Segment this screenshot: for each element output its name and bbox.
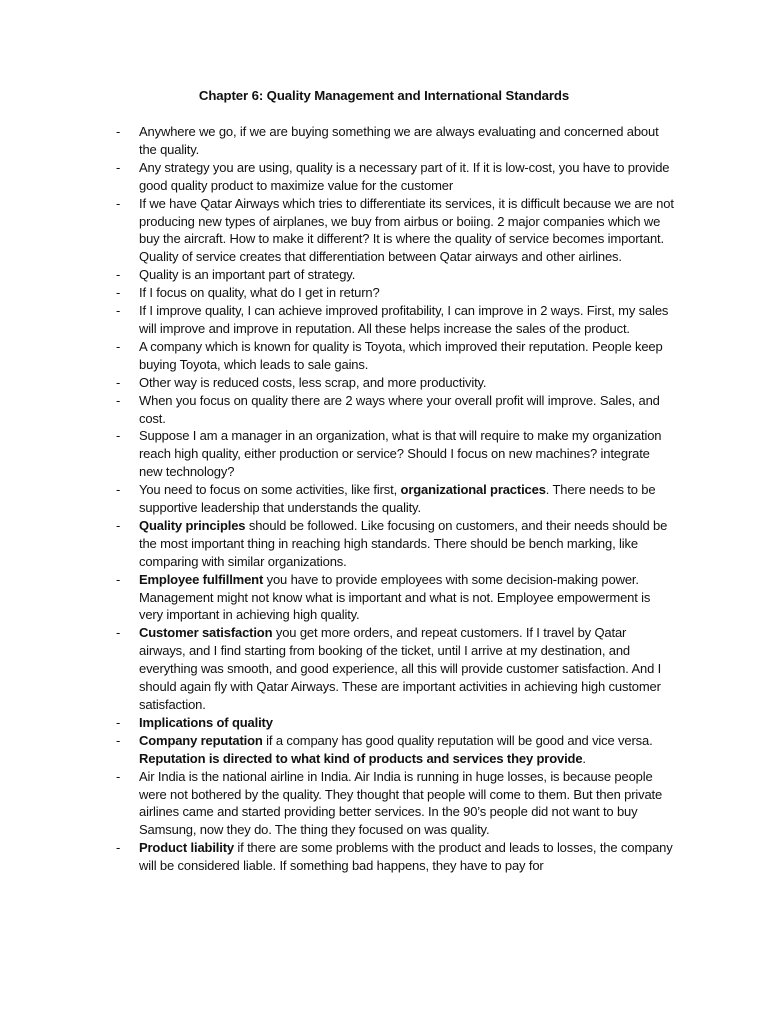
- bullet-dash: -: [116, 482, 121, 498]
- bullet-dash: -: [116, 732, 121, 748]
- bullet-text: If I focus on quality, what do I get in return?: [139, 285, 380, 301]
- bullet-text: Any strategy you are using, quality is a necessary part of it. If it is low-cost, you have to provide good quality product to maximize value for the customer: [139, 159, 670, 193]
- bullet-text: should be followed. Like focusing on customers, and their needs should be the most important thing in reaching high standards. There should be bench marking, like comparing with similar organizations.: [139, 517, 668, 569]
- list-item: [0, 732, 768, 768]
- bullet-dash: -: [116, 338, 121, 354]
- list-item: [0, 284, 768, 302]
- list-item: [0, 839, 768, 875]
- bullet-dash: -: [116, 285, 121, 301]
- bullet-dash: -: [116, 625, 121, 641]
- list-item: [0, 517, 768, 571]
- bullet-bold-term: Implications of quality: [139, 714, 273, 730]
- bullet-text: if there are some problems with the product and leads to losses, the company will be considered liable. If something bad happens, they have to pay for: [139, 840, 673, 874]
- bullet-dash: -: [116, 195, 121, 211]
- bullet-dash: -: [116, 517, 121, 533]
- bullet-bold-term: Customer satisfaction: [139, 625, 273, 641]
- list-item: [0, 768, 768, 840]
- list-item: [0, 159, 768, 195]
- list-item: [0, 427, 768, 481]
- bullet-text: .: [582, 750, 586, 766]
- bullet-dash: -: [116, 428, 121, 444]
- list-item: [0, 481, 768, 517]
- list-item: [0, 195, 768, 267]
- bullet-bold-term: Employee fulfillment: [139, 571, 264, 587]
- list-item: [0, 374, 768, 392]
- bullet-dash: -: [116, 374, 121, 390]
- bullet-text: Quality is an important part of strategy.: [139, 267, 356, 283]
- bullet-bold-term: Quality principles: [139, 517, 246, 533]
- bullet-text: Suppose I am a manager in an organization, what is that will require to make my organization reach high quality, either production or service? Should I focus on new machines? integrate new technology?: [139, 428, 662, 480]
- list-item: [0, 571, 768, 625]
- bullet-text: Anywhere we go, if we are buying something we are always evaluating and concerned about the quality.: [139, 124, 659, 157]
- bullet-dash: -: [116, 768, 121, 784]
- bullet-text: if a company has good quality reputation will be good and vice versa.: [262, 732, 653, 748]
- bullet-bold-term: organizational practices: [400, 482, 546, 498]
- list-item: [0, 624, 768, 714]
- list-item: [0, 392, 768, 428]
- bullet-dash: -: [116, 159, 121, 175]
- bullet-text: If we have Qatar Airways which tries to differentiate its services, it is difficult because we are not producing new types of airplanes, we buy from airbus or boiing. 2 major companies which we buy the aircraft. How to make it different? It is where the quality of service becomes important. Quality of service creates that differentiation between Qatar airways and other airlines.: [139, 195, 674, 265]
- page-title: Chapter 6: Quality Management and International Standards: [198, 88, 570, 103]
- bullet-dash: -: [116, 392, 121, 408]
- bullet-text: When you focus on quality there are 2 ways where your overall profit will improve. Sales, and cost.: [139, 392, 660, 426]
- bullet-text: If I improve quality, I can achieve improved profitability, I can improve in 2 ways. First, my sales will improve and improve in reputation. All these helps increase the sales of the product.: [139, 303, 669, 336]
- bullet-bold-term: Product liability: [139, 840, 234, 856]
- bullet-dash: -: [116, 714, 121, 730]
- bullet-text: . There needs to be supportive leadership that understands the quality.: [139, 482, 656, 516]
- bullet-dash: -: [116, 267, 121, 283]
- bullet-dash: -: [116, 571, 121, 587]
- bullet-text: A company which is known for quality is Toyota, which improved their reputation. People keep buying Toyota, which leads to sale gains.: [139, 338, 663, 372]
- bullet-text: you have to provide employees with some decision-making power. Management might not know what is important and what is not. Employee empowerment is very important in achieving high quality.: [139, 571, 651, 623]
- bullet-text: you get more orders, and repeat customers. If I travel by Qatar airways, and I find starting from booking of the ticket, until I arrive at my destination, and everything was smooth, and good experience, all this will provide customer satisfaction. And I should again fly with Qatar Airways. These are important activities in achieving high customer satisfaction.: [139, 625, 662, 712]
- bullet-dash: -: [116, 840, 121, 856]
- bullet-dash: -: [116, 124, 121, 139]
- bullet-list: [0, 123, 768, 875]
- bullet-bold-term: Company reputation: [139, 732, 263, 748]
- bullet-dash: -: [116, 303, 121, 319]
- bullet-text: You need to focus on some activities, like first,: [139, 482, 401, 498]
- bullet-bold-phrase: Reputation is directed to what kind of products and services they provide: [139, 750, 583, 766]
- list-item: [0, 302, 768, 338]
- list-item: [0, 266, 768, 284]
- bullet-text: Air India is the national airline in India. Air India is running in huge losses, is because people were not bothered by the quality. They thought that people will come to them. But then private airlines came and started providing better services. In the 90’s people did not want to buy Samsung, now they do. The thing they focused on was quality.: [139, 768, 663, 838]
- list-item: [0, 123, 768, 159]
- bullet-text: Other way is reduced costs, less scrap, and more productivity.: [139, 374, 487, 390]
- list-item: [0, 714, 768, 732]
- list-item: [0, 338, 768, 374]
